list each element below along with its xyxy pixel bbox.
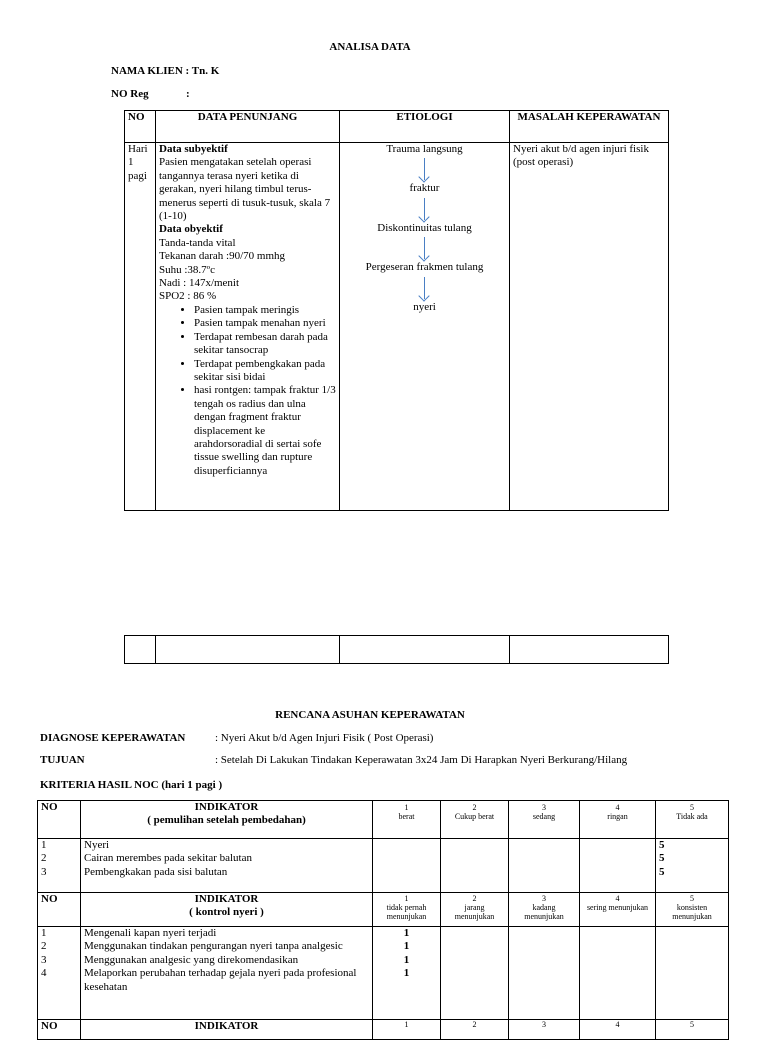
indicator-item: Cairan merembes pada sekitar balutan — [84, 852, 252, 865]
empty-cell — [125, 636, 156, 664]
arrow-down-icon — [424, 158, 425, 180]
observation-item: • Terdapat pembengkakan pada sekitar sisi bidai — [194, 358, 336, 385]
scale-number: 4 — [615, 894, 620, 903]
row-number: 2 — [41, 940, 47, 953]
scale-label: Cukup berat — [454, 812, 495, 821]
noc1-scale — [656, 801, 729, 839]
etiologi-cell — [340, 143, 510, 511]
noc2-scale — [441, 893, 509, 927]
noc1-scale — [373, 801, 441, 839]
noc1-items — [81, 839, 373, 893]
noc3-scale: 5 — [656, 1020, 729, 1040]
scale-label: sering menunjukan — [586, 903, 649, 912]
scale-label: kadang menunjukan — [524, 903, 564, 921]
noc1-indikator-subtitle: ( pemulihan setelah pembedahan) — [147, 814, 306, 827]
noc2-indikator-title: INDIKATOR — [194, 893, 259, 905]
etiologi-step: fraktur — [409, 182, 440, 195]
diagnose-value: : Nyeri Akut b/d Agen Injuri Fisik ( Post Operasi) — [215, 732, 434, 744]
score-value: 5 — [659, 852, 665, 865]
scale-label: konsisten menunjukan — [672, 903, 712, 921]
scale-label: tidak pernah menunjukan — [386, 903, 427, 921]
observation-item: • hasi rontgen: tampak fraktur 1/3 tengah os radius dan ulna dengan fragment fraktur displacement ke arahdorsoradial di sertai sofe tissue swelling dan rupture disuperficiannya — [194, 384, 336, 478]
scale-number: 3 — [542, 803, 546, 812]
noc1-header-indikator — [81, 801, 373, 839]
vital-line: Tanda-tanda vital — [159, 236, 236, 249]
vital-line: Suhu :38.7ºc — [159, 263, 215, 276]
noc2-header-indikator — [81, 893, 373, 927]
scale-number: 1 — [404, 894, 409, 903]
noc1-header-no: NO — [38, 801, 81, 839]
noc2-scale — [373, 893, 441, 927]
noc2-col4 — [580, 927, 656, 1020]
header-no: NO — [125, 111, 156, 143]
row-no-line: pagi — [128, 169, 147, 182]
noc2-scale — [656, 893, 729, 927]
observation-item: • Terdapat rembesan darah pada sekitar tansocrap — [194, 331, 336, 358]
indicator-item: Melaporkan perubahan terhadap gejala nyeri pada profesional kesehatan — [84, 967, 357, 993]
etiologi-step: Pergeseran frakmen tulang — [365, 261, 484, 274]
etiologi-step: nyeri — [413, 300, 436, 313]
vital-line: Tekanan darah :90/70 mmhg — [159, 250, 286, 263]
noc3-scale: 2 — [441, 1020, 509, 1040]
observation-item: • Pasien tampak meringis — [194, 304, 336, 317]
scale-number: 2 — [472, 894, 477, 903]
diagnose-label: DIAGNOSE KEPERAWATAN — [40, 732, 186, 744]
subjektif-text: Pasien mengatakan setelah operasi tangannya terasa nyeri ketika di gerakan, nyeri hilang timbul terus-menerus seperti di tusuk-tusuk, skala 7 (1-10) — [159, 156, 331, 223]
indicator-item: Menggunakan analgesic yang direkomendasikan — [84, 953, 299, 966]
noc1-scale — [580, 801, 656, 839]
indicator-item: Menggunakan tindakan pengurangan nyeri tanpa analgesic — [84, 940, 343, 953]
analisa-table — [124, 110, 669, 511]
row-number: 1 — [41, 839, 47, 851]
masalah-cell: Nyeri akut b/d agen injuri fisik (post operasi) — [510, 143, 669, 511]
score-value: 1 — [403, 927, 410, 939]
scale-number: 5 — [690, 894, 694, 903]
kriteria-hasil: KRITERIA HASIL NOC (hari 1 pagi ) — [40, 779, 223, 791]
header-etiologi: ETIOLOGI — [340, 111, 510, 143]
indicator-item: Pembengkakan pada sisi balutan — [84, 865, 228, 878]
score-value: 1 — [403, 940, 410, 953]
empty-cell — [340, 636, 510, 664]
noc-table — [37, 800, 729, 1040]
scale-number: 4 — [615, 803, 620, 812]
noc3-header-no: NO — [38, 1020, 81, 1040]
row-number: 3 — [41, 865, 47, 878]
indicator-item: Nyeri — [84, 839, 110, 851]
header-data-penunjang: DATA PENUNJANG — [156, 111, 340, 143]
row-number: 1 — [41, 927, 47, 939]
scale-number: 5 — [690, 803, 694, 812]
arrow-down-icon — [424, 198, 425, 220]
score-value: 1 — [403, 967, 410, 980]
empty-cell — [510, 636, 669, 664]
noc1-indikator-title: INDIKATOR — [194, 801, 259, 813]
empty-table-row — [124, 635, 669, 664]
noc3-scale: 4 — [580, 1020, 656, 1040]
tujuan-value: : Setelah Di Lakukan Tindakan Keperawatan 3x24 Jam Di Harapkan Nyeri Berkurang/Hilang — [215, 754, 628, 766]
row-number: 3 — [41, 953, 47, 966]
noc1-scale — [509, 801, 580, 839]
etiologi-step: Trauma langsung — [386, 143, 463, 155]
noc2-items — [81, 927, 373, 1020]
noc1-nos — [38, 839, 81, 893]
arrow-down-icon — [424, 237, 425, 259]
noc2-indikator-subtitle: ( kontrol nyeri ) — [189, 906, 264, 919]
noc3-scale: 3 — [509, 1020, 580, 1040]
scale-label: berat — [398, 812, 415, 821]
no-reg-colon: : — [186, 88, 190, 100]
noc2-header-no: NO — [38, 893, 81, 927]
noc1-col4 — [580, 839, 656, 893]
scale-label: ringan — [607, 812, 628, 821]
scale-label: jarang menunjukan — [454, 903, 495, 921]
scale-number: 2 — [472, 803, 477, 812]
noc1-scale — [441, 801, 509, 839]
tujuan-label: TUJUAN — [40, 754, 85, 766]
vital-line: SPO2 : 86 % — [159, 290, 217, 303]
nama-klien: NAMA KLIEN : Tn. K — [111, 65, 220, 77]
noc2-nos — [38, 927, 81, 1020]
observation-list — [159, 304, 336, 478]
indicator-item: Mengenali kapan nyeri terjadi — [84, 927, 217, 939]
scale-number: 3 — [542, 894, 546, 903]
score-value: 5 — [659, 839, 665, 851]
etiologi-step: Diskontinuitas tulang — [377, 221, 472, 234]
analisa-title: ANALISA DATA — [329, 41, 411, 53]
data-penunjang-cell — [156, 143, 340, 511]
scale-label: Tidak ada — [676, 812, 708, 821]
noc1-col1 — [373, 839, 441, 893]
noc3-scale: 1 — [373, 1020, 441, 1040]
noc1-col2 — [441, 839, 509, 893]
subjektif-label: Data subyektif — [159, 143, 228, 155]
objektif-label: Data obyektif — [159, 223, 223, 236]
rencana-title: RENCANA ASUHAN KEPERAWATAN — [275, 709, 465, 721]
header-masalah: MASALAH KEPERAWATAN — [510, 111, 669, 143]
scale-label: sedang — [532, 812, 556, 821]
noc2-scale — [580, 893, 656, 927]
noc1-col3 — [509, 839, 580, 893]
vital-line: Nadi : 147x/menit — [159, 277, 240, 290]
observation-item: • Pasien tampak menahan nyeri — [194, 317, 336, 330]
noc2-col3 — [509, 927, 580, 1020]
noc3-header-indikator: INDIKATOR — [81, 1020, 373, 1040]
score-value: 1 — [403, 953, 410, 966]
scale-number: 1 — [404, 803, 409, 812]
noc2-col1 — [373, 927, 441, 1020]
row-no — [125, 143, 156, 511]
row-no-line: Hari — [128, 143, 148, 155]
row-number: 4 — [41, 967, 47, 980]
noc2-col2 — [441, 927, 509, 1020]
score-value: 5 — [659, 865, 665, 878]
arrow-down-icon — [424, 277, 425, 299]
noc2-col5 — [656, 927, 729, 1020]
row-number: 2 — [41, 852, 47, 865]
empty-cell — [156, 636, 340, 664]
noc2-scale — [509, 893, 580, 927]
no-reg-label: NO Reg — [111, 88, 149, 100]
row-no-line: 1 — [128, 156, 134, 169]
noc1-col5 — [656, 839, 729, 893]
